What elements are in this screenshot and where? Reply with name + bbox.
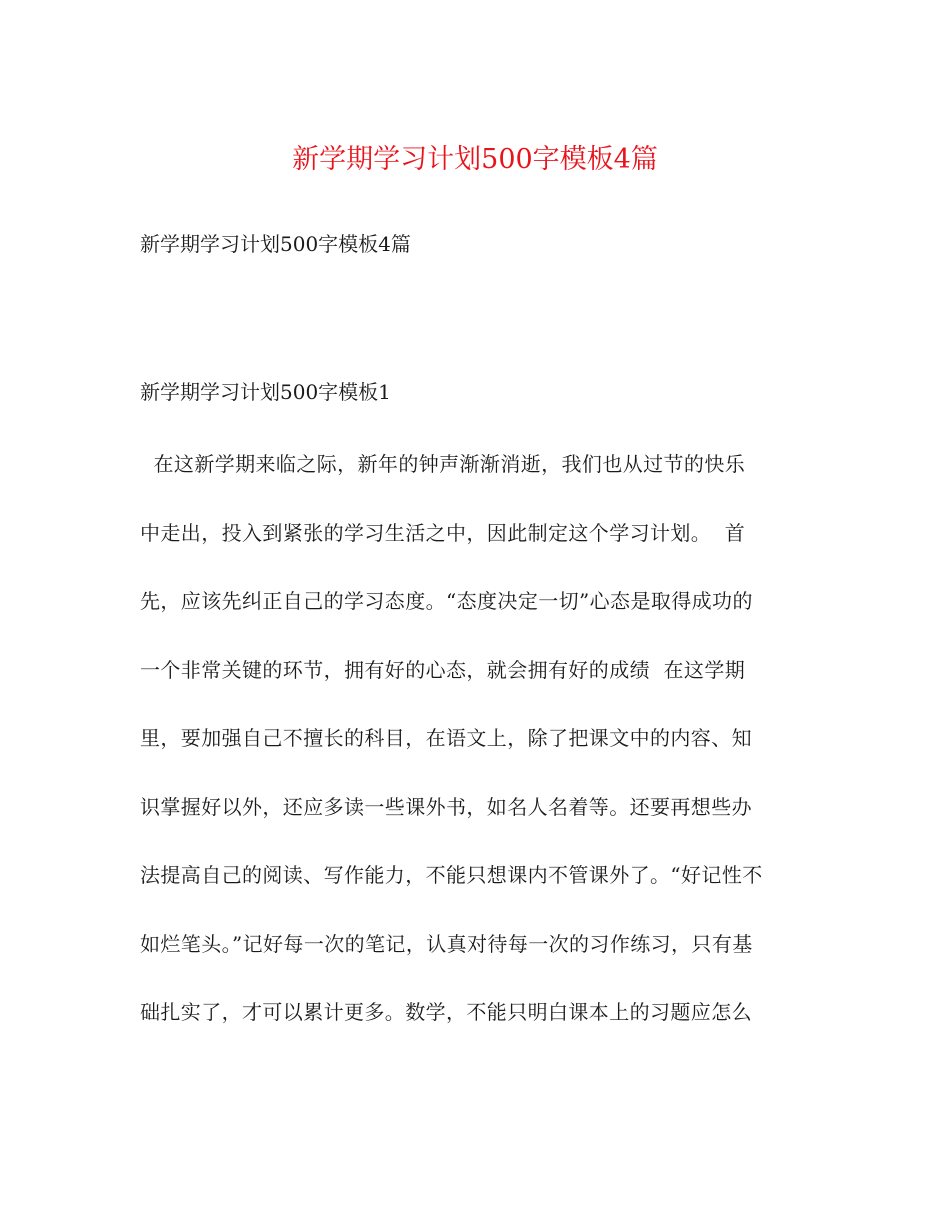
document-subtitle: 新学期学习计划500字模板4篇 bbox=[140, 232, 411, 256]
body-line: 一个非常关键的环节，拥有好的心态，就会拥有好的成绩 在这学期 bbox=[140, 657, 746, 682]
body-line: 里，要加强自己不擅长的科目，在语文上，除了把课文中的内容、知 bbox=[140, 726, 752, 750]
document-title: 新学期学习计划500字模板4篇 bbox=[292, 144, 658, 175]
body-line: 在这新学期来临之际，新年的钟声渐渐消逝，我们也从过节的快乐 bbox=[140, 452, 746, 476]
body-line: 先，应该先纠正自己的学习态度。“态度决定一切”心态是取得成功的 bbox=[140, 589, 753, 613]
section-heading: 新学期学习计划500字模板1 bbox=[140, 380, 391, 404]
body-line: 础扎实了，才可以累计更多。数学，不能只明白课本上的习题应怎么 bbox=[140, 1000, 752, 1024]
body-line: 法提高自己的阅读、写作能力，不能只想课内不管课外了。“好记性不 bbox=[140, 863, 763, 887]
body-line: 如烂笔头。”记好每一次的笔记，认真对待每一次的习作练习，只有基 bbox=[140, 931, 753, 956]
body-paragraph bbox=[140, 444, 820, 1061]
body-line: 识掌握好以外，还应多读一些课外书，如名人名着等。还要再想些办 bbox=[140, 794, 752, 819]
body-line: 中走出，投入到紧张的学习生活之中，因此制定这个学习计划。 首 bbox=[140, 520, 746, 545]
